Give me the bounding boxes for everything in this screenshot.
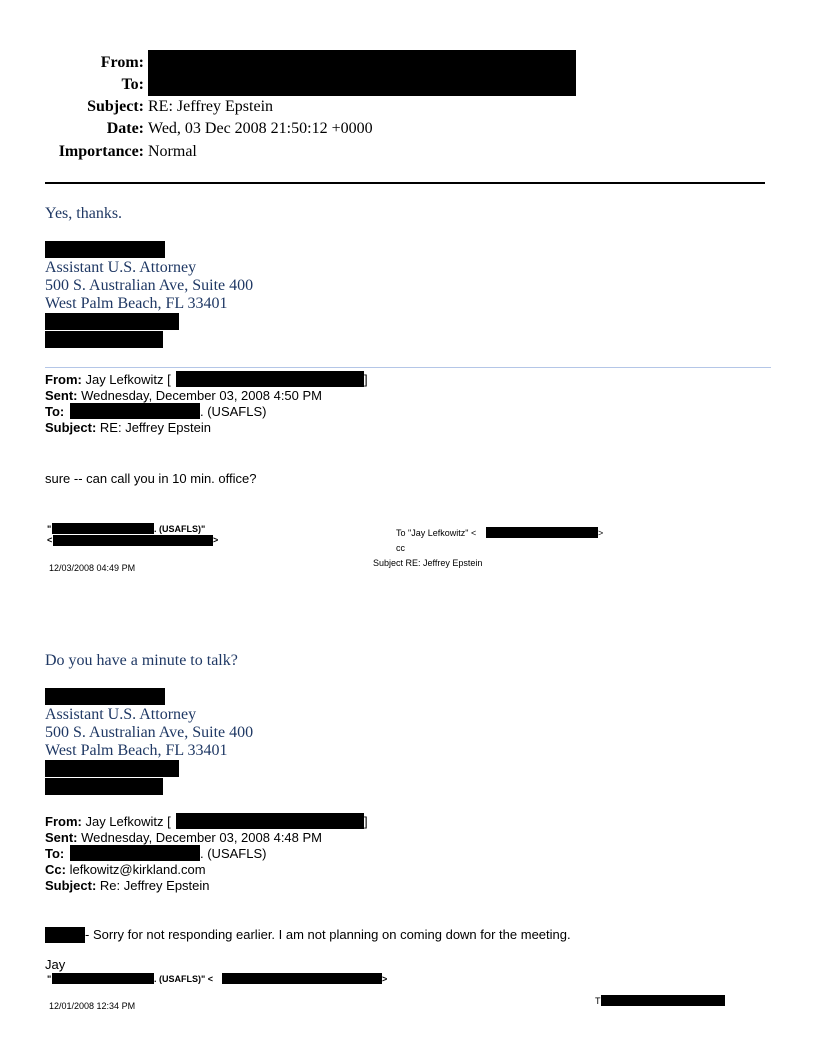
redaction-notes-sender [52,523,154,534]
notes-sender-lt: < [47,535,53,545]
redaction-q2-from-email [176,813,364,829]
reply-separator [45,367,771,368]
notes-subject-line [373,558,482,568]
reply-body: Yes, thanks. [45,205,123,222]
importance-value: Normal [148,143,197,160]
quoted2-cc-line [45,862,206,877]
importance-label: Importance: [58,143,144,160]
quoted1-from-line [45,372,171,387]
notes-subject-label: Subject [373,558,404,568]
quoted1-subject-label: Subject: [45,420,97,435]
quoted2-from-close: ] [364,814,368,829]
redaction-q2-to-name [70,845,200,861]
quoted2-subject-value: Re: Jeffrey Epstein [99,878,210,893]
quoted2-sent-value: Wednesday, December 03, 2008 4:48 PM [81,830,323,845]
redaction-to-name [70,403,200,419]
subject-value: RE: Jeffrey Epstein [148,98,274,115]
notes-to-label: To [396,528,406,538]
header-divider [45,182,765,184]
quoted1-sent-value: Wednesday, December 03, 2008 4:50 PM [81,388,323,403]
redaction-from-email [176,371,364,387]
redaction-phone [45,313,179,330]
notes2-sender-open: " [47,974,52,984]
redaction-original-sender [45,688,165,705]
notes-subject-value: RE: Jeffrey Epstein [405,558,483,568]
to-label: To: [121,76,144,93]
quoted1-subject-value: RE: Jeffrey Epstein [99,420,211,435]
quoted2-body: - Sorry for not responding earlier. I am not planning on coming down for the meeting. [85,927,571,942]
notes-sender-gt: > [213,535,219,545]
notes-date: 12/03/2008 04:49 PM [49,563,136,573]
quoted2-signoff: Jay [45,957,66,972]
notes-cc-label: cc [396,543,405,553]
quoted2-sent-line [45,830,322,845]
quoted2-cc-label: Cc: [45,862,66,877]
redaction-notes-to-email [486,527,598,538]
quoted1-to-label: To: [45,404,65,419]
redaction-original-phone [45,760,179,777]
notes2-date: 12/01/2008 12:34 PM [49,1001,136,1011]
redaction-notes2-email [222,973,382,984]
redaction-fax [45,331,163,348]
notes2-sender-suffix: . (USAFLS)" < [154,974,214,984]
quoted1-from-close: ] [364,372,368,387]
signature-address-line2: West Palm Beach, FL 33401 [45,295,228,312]
quoted2-cc-value: lefkowitz@kirkland.com [69,862,206,877]
quoted2-sent-label: Sent: [45,830,78,845]
redaction-from-to [148,50,576,96]
quoted1-body: sure -- can call you in 10 min. office? [45,471,257,486]
original-signature-address-line1: 500 S. Australian Ave, Suite 400 [45,724,254,741]
notes-to-close: > [598,528,604,538]
quoted1-subject-line [45,420,211,435]
quoted1-from-value: Jay Lefkowitz [ [85,372,171,387]
redaction-notes2-to [601,995,725,1006]
redaction-q2-salutation [45,927,85,943]
signature-title: Assistant U.S. Attorney [45,259,197,276]
quoted2-from-label: From: [45,814,82,829]
quoted2-subject-line [45,878,210,893]
signature-address-line1: 500 S. Australian Ave, Suite 400 [45,277,254,294]
subject-label: Subject: [87,98,144,115]
notes-to-line [396,528,476,538]
quoted2-to-suffix: . (USAFLS) [200,846,267,861]
redaction-notes2-sender [52,973,154,984]
notes-sender-suffix: . (USAFLS)" [154,524,206,534]
original-body: Do you have a minute to talk? [45,652,238,669]
original-signature-address-line2: West Palm Beach, FL 33401 [45,742,228,759]
quoted2-from-line [45,814,171,829]
redaction-notes-email [53,535,213,546]
notes2-to-initial: T [595,996,601,1006]
quoted1-to-suffix: . (USAFLS) [200,404,267,419]
notes2-sender-gt: > [382,974,388,984]
quoted2-to-label: To: [45,846,65,861]
date-value: Wed, 03 Dec 2008 21:50:12 +0000 [148,120,373,137]
redaction-sender-name [45,241,165,258]
quoted2-subject-label: Subject: [45,878,97,893]
quoted1-sent-line [45,388,322,403]
notes-to-value: "Jay Lefkowitz" < [408,528,477,538]
quoted1-from-label: From: [45,372,82,387]
date-label: Date: [106,120,144,137]
original-signature-title: Assistant U.S. Attorney [45,706,197,723]
from-label: From: [100,54,144,71]
quoted1-sent-label: Sent: [45,388,78,403]
notes-sender-open: " [47,524,52,534]
redaction-original-fax [45,778,163,795]
quoted2-from-value: Jay Lefkowitz [ [85,814,171,829]
